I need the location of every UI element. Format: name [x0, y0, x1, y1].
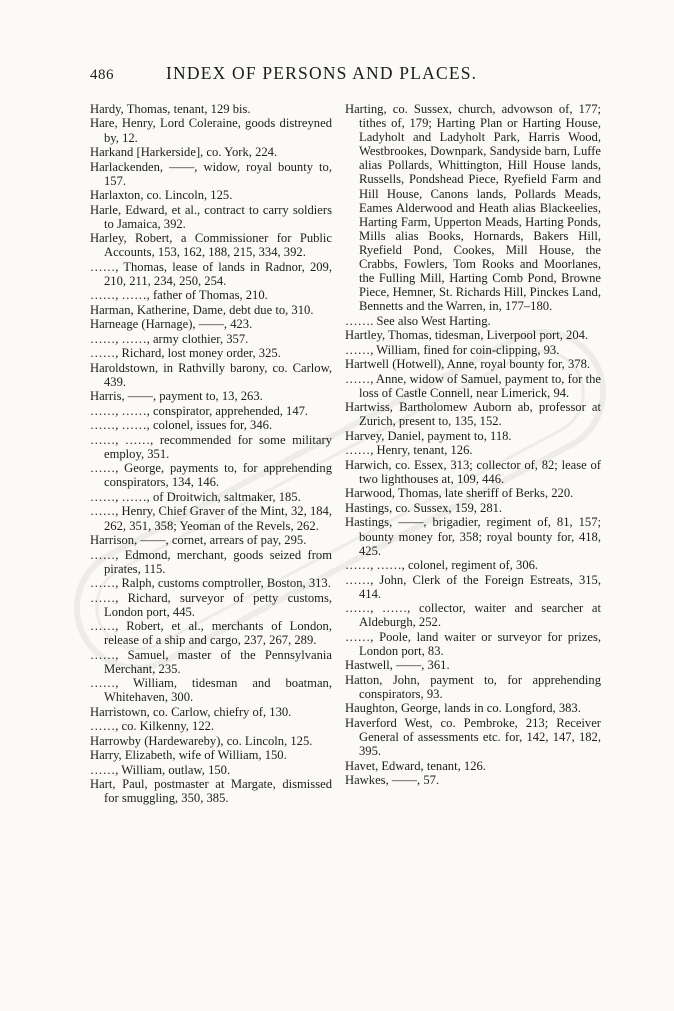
index-entry: ……, William, outlaw, 150. [90, 762, 231, 777]
index-entry: Hastings, co. Sussex, 159, 281. [345, 500, 503, 515]
index-entry: ……, Poole, land waiter or surveyor for prizes, London port, 83. [345, 629, 601, 658]
index-entry: Hawkes, ——, 57. [345, 773, 440, 787]
index-entry: Harlaxton, co. Lincoln, 125. [90, 188, 233, 203]
index-entry: Hastwell, ——, 361. [345, 658, 450, 673]
index-entry: Harry, Elizabeth, wife of William, 150. [90, 748, 287, 763]
index-entry: ……, John, Clerk of the Foreign Estreats, 315, 414. [345, 572, 601, 601]
index-entry: ……, Richard, lost money order, 325. [90, 346, 281, 361]
index-entry: Harkand [Harkerside], co. York, 224. [90, 145, 278, 160]
index-entry: ……, ……, of Droitwich, saltmaker, 185. [90, 489, 301, 504]
index-entry: ……, ……, army clothier, 357. [90, 331, 249, 346]
index-entry: Havet, Edward, tenant, 126. [345, 758, 486, 773]
index-entry: Harrowby (Hardewareby), co. Lincoln, 125. [90, 733, 313, 748]
index-entry: Haverford West, co. Pembroke, 213; Receiver General of assessments etc. for, 142, 147, 182, 395. [345, 715, 601, 759]
index-entry: ……, ……, colonel, issues for, 346. [90, 418, 273, 433]
index-entry: Hatton, John, payment to, for apprehending conspirators, 93. [345, 672, 601, 701]
index-entry: ……, ……, collector, waiter and searcher at Aldeburgh, 252. [345, 601, 601, 630]
index-entry: ……, Thomas, lease of lands in Radnor, 209, 210, 211, 234, 250, 254. [90, 259, 332, 288]
index-entry: Harlackenden, ——, widow, royal bounty to, 157. [90, 159, 332, 188]
index-entry: ……, Richard, surveyor of petty customs, London port, 445. [90, 590, 332, 619]
index-entry: Hart, Paul, postmaster at Margate, dismissed for smuggling, 350, 385. [90, 777, 332, 806]
index-entry: ……, Samuel, master of the Pennsylvania Merchant, 235. [90, 647, 332, 676]
index-entry: ……, ……, recommended for some military employ, 351. [90, 432, 332, 461]
page-number: 486 [90, 67, 114, 83]
index-entry: Hartwiss, Bartholomew Auborn ab, professor at Zurich, present to, 135, 152. [345, 400, 601, 429]
index-entry: Hartwell (Hotwell), Anne, royal bounty for, 378. [345, 357, 591, 372]
index-entry: ……, William, tidesman and boatman, Whitehaven, 300. [90, 676, 332, 705]
page-header [90, 63, 610, 91]
index-entry: Harris, ——, payment to, 13, 263. [90, 389, 263, 404]
index-entry: Hastings, ——, brigadier, regiment of, 81, 157; bounty money for, 358; royal bounty for, 418, 425. [345, 515, 601, 558]
index-entry: Harman, Katherine, Dame, debt due to, 310. [90, 302, 314, 317]
index-entry: Hardy, Thomas, tenant, 129 bis. [90, 102, 251, 116]
index-entry: Harle, Edward, et al., contract to carry soldiers to Jamaica, 392. [90, 202, 332, 231]
right-column [345, 102, 601, 787]
index-entry: ……, co. Kilkenny, 122. [90, 719, 215, 734]
index-entry: ……. See also West Harting. [345, 313, 491, 328]
index-entry: Harristown, co. Carlow, chiefry of, 130. [90, 704, 292, 719]
index-entry: ……, Ralph, customs comptroller, Boston, 313. [90, 576, 331, 591]
index-entry: Harley, Robert, a Commissioner for Public Accounts, 153, 162, 188, 215, 334, 392. [90, 231, 332, 260]
index-entry: Harting, co. Sussex, church, advowson of, 177; tithes of, 179; Harting Plan or Harting House, Ladyholt and Ladyholt Park, Harris Wood, Westbrookes, Downpark, Sandyside barn, Luffe alias Pollards, Whittington, Hill House lands, Russells, Pondshead Piece, Ryefield Farm and Hill House, Canons lands, Pollards Meads, Eames Alderwood and Heath alias Blackeelies, Harting Farm, Upperton Meads, Harting Ponds, Mills alias Books, Hornards, Bakers Hill, Ryefield Pond, Cookes, Mill House, the Crabbs, Fowlers, Tom Rooks and Moorlanes, the Fulling Mill, Harting Comb Pond, Browne Piece, Hemner, St. Richards Hill, Pinckes Land, Bennetts and the Warren, in, 177–180. [345, 102, 601, 314]
left-column [90, 102, 332, 805]
index-entry: Haughton, George, lands in co. Longford, 383. [345, 701, 581, 716]
index-entry: ……, ……, conspirator, apprehended, 147. [90, 403, 309, 418]
index-entry: ……, Edmond, merchant, goods seized from pirates, 115. [90, 547, 332, 576]
index-entry: ……, ……, colonel, regiment of, 306. [345, 558, 539, 573]
index-entry: ……, ……, father of Thomas, 210. [90, 288, 268, 303]
index-entry: Harwich, co. Essex, 313; collector of, 82; lease of two lighthouses at, 109, 446. [345, 457, 601, 486]
index-entry: ……, Henry, tenant, 126. [345, 443, 473, 458]
index-entry: ……, George, payments to, for apprehending conspirators, 134, 146. [90, 461, 332, 490]
running-title: INDEX OF PERSONS AND PLACES. [166, 63, 478, 83]
index-entry: Haroldstown, in Rathvilly barony, co. Carlow, 439. [90, 360, 332, 389]
index-entry: ……, Anne, widow of Samuel, payment to, for the loss of Castle Connell, near Limerick, 94. [345, 371, 601, 400]
index-entry: ……, Henry, Chief Graver of the Mint, 32, 184, 262, 351, 358; Yeoman of the Revels, 262. [90, 504, 332, 533]
index-entry: ……, William, fined for coin-clipping, 93. [345, 342, 560, 357]
index-entry: Harrison, ——, cornet, arrears of pay, 295. [90, 533, 307, 548]
index-entry: Harneage (Harnage), ——, 423. [90, 317, 253, 332]
index-entry: Harvey, Daniel, payment to, 118. [345, 428, 512, 443]
index-entry: Harwood, Thomas, late sheriff of Berks, 220. [345, 486, 574, 501]
index-entry: Hare, Henry, Lord Coleraine, goods distreyned by, 12. [90, 116, 332, 145]
index-entry: ……, Robert, et al., merchants of London, release of a ship and cargo, 237, 267, 289. [90, 619, 332, 648]
index-entry: Hartley, Thomas, tidesman, Liverpool port, 204. [345, 328, 589, 343]
